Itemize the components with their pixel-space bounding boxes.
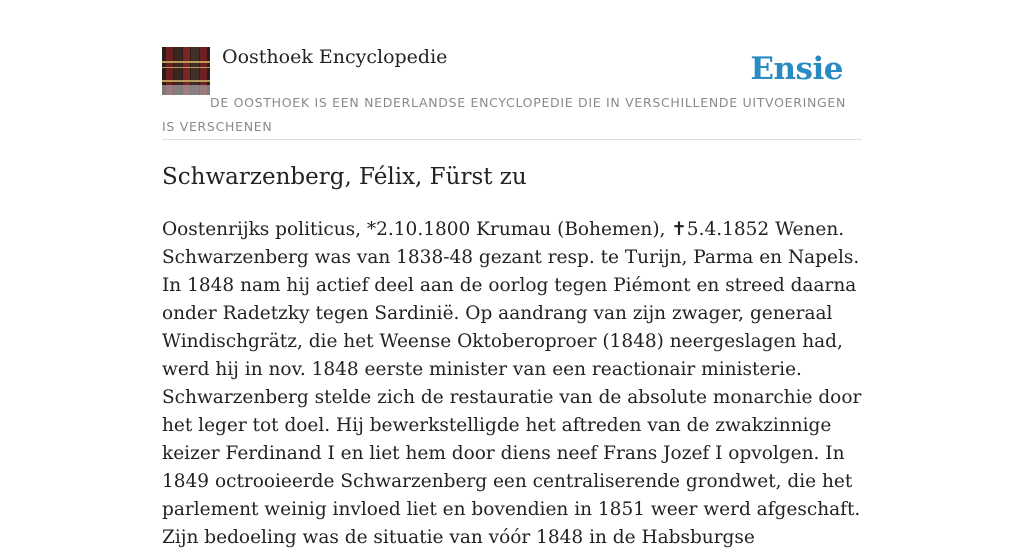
header-divider xyxy=(162,139,862,140)
book-spines-icon xyxy=(162,47,210,95)
site-name[interactable]: Oosthoek Encyclopedie xyxy=(222,46,448,68)
article-title: Schwarzenberg, Félix, Fürst zu xyxy=(162,164,527,190)
avatar[interactable] xyxy=(162,47,210,95)
article-body: Oostenrijks politicus, *2.10.1800 Krumau (Bohemen), ✝5.4.1852 Wenen. Schwarzenberg was van 1838-48 gezant resp. te Turijn, Parma en Napels. In 1848 nam hij actief deel aan de oorlog tegen Piémont en streed daarna onder Radetzky tegen Sardinië. Op aandrang van zijn zwager, generaal Windischgrätz, die het Weense Oktoberoproer (1848) neergeslagen had, werd hij in nov. 1848 eerste minister van een reactionair ministerie. Schwarzenberg stelde zich de restauratie van de absolute monarchie door het leger tot doel. Hij bewerkstelligde het aftreden van de zwakzinnige keizer Ferdinand I en liet hem door diens neef Frans Jozef I opvolgen. In 1849 octrooieerde Schwarzenberg een centraliserende grondwet, die het parlement weinig invloed liet en bovendien in 1851 weer werd afgeschaft. Zijn bedoeling was de situatie van vóór 1848 in de Habsburgse xyxy=(162,219,862,548)
site-tagline: DE OOSTHOEK IS EEN NEDERLANDSE ENCYCLOPEDIE DIE IN VERSCHILLENDE UITVOERINGEN IS VERSCHENEN xyxy=(162,95,847,134)
brand-logo[interactable]: Ensie xyxy=(750,51,843,87)
